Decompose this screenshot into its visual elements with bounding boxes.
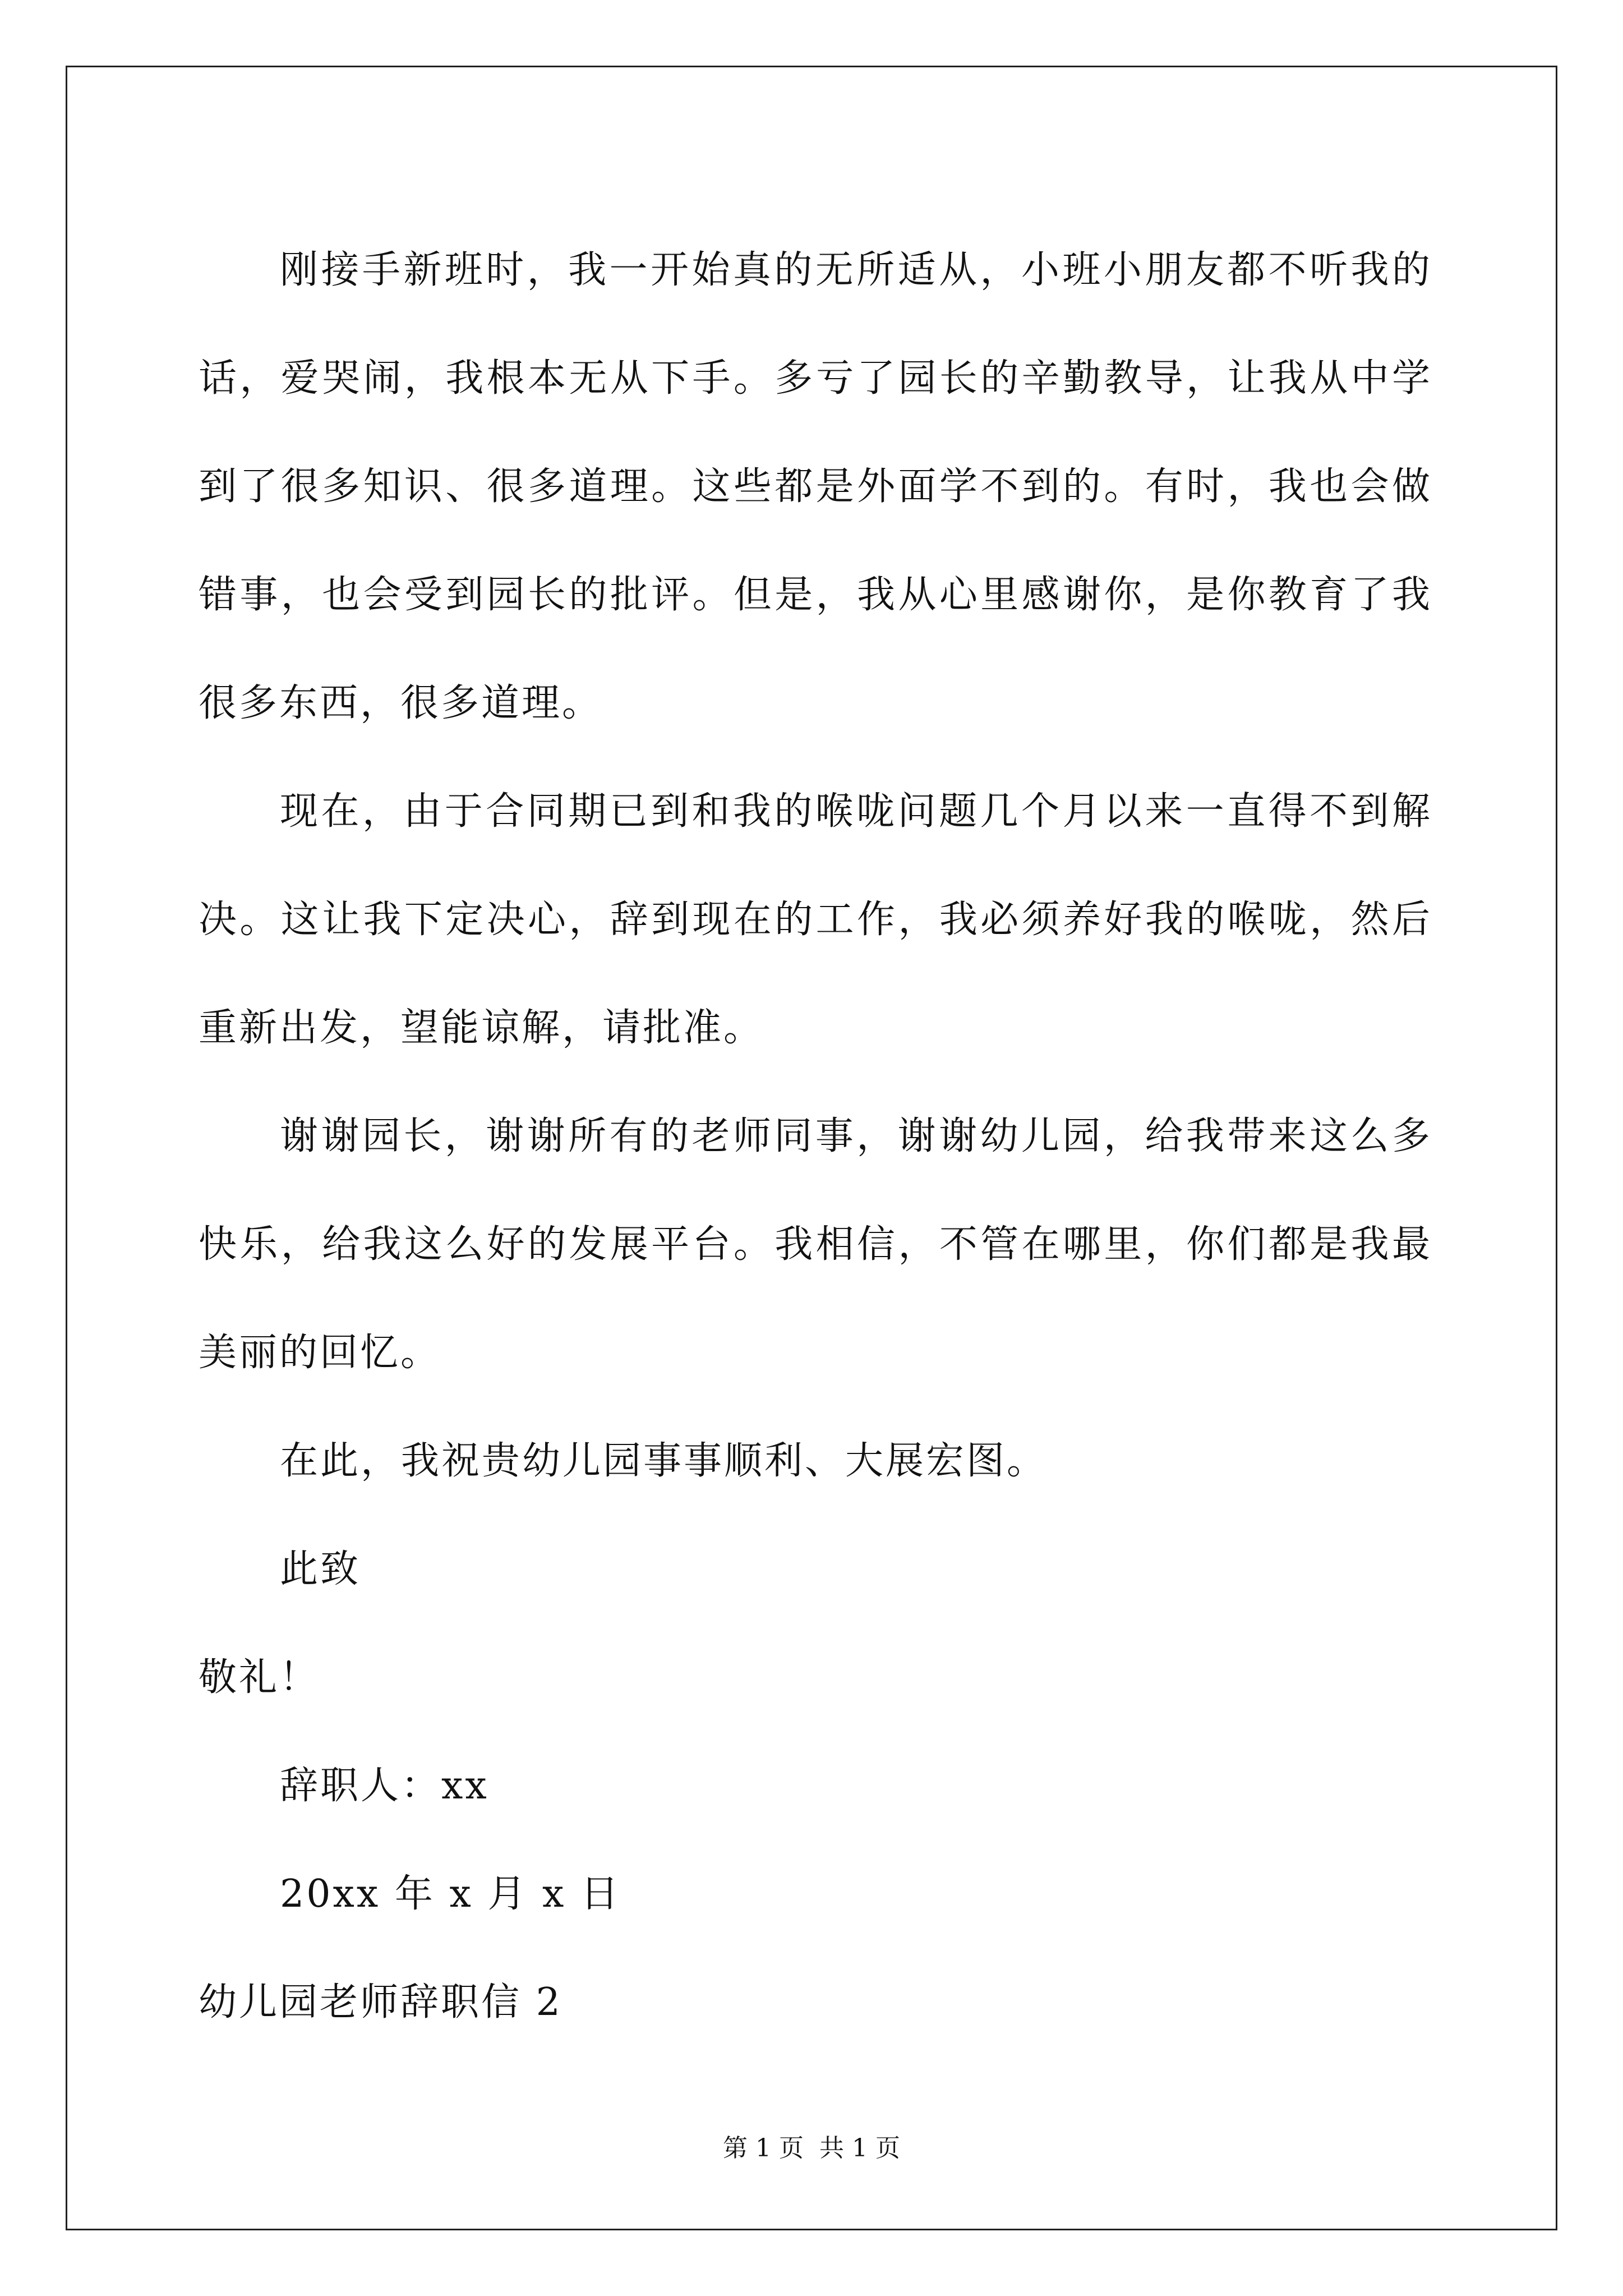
next-letter-title: 幼儿园老师辞职信 2 (199, 1980, 562, 2024)
paragraph-wishes: 在此，我祝贵幼儿园事事顺利、大展宏图。 (280, 1439, 1048, 1483)
page-footer (0, 2132, 1623, 2165)
letter-body (199, 216, 1432, 2056)
signer: 辞职人：xx (280, 1764, 489, 1808)
closing: 此致 (280, 1547, 361, 1591)
paragraph-thanks: 谢谢园长，谢谢所有的老师同事，谢谢幼儿园，给我带来这么多快乐，给我这么好的发展平台。我相信，不管在哪里，你们都是我最美丽的回忆。 (199, 1114, 1432, 1375)
page-total: 共 1 页 (819, 2134, 900, 2162)
date: 20xx 年 x 月 x 日 (280, 1872, 621, 1916)
paragraph-gratitude: 刚接手新班时，我一开始真的无所适从，小班小朋友都不听我的话，爱哭闹，我根本无从下手。多亏了园长的辛勤教导，让我从中学到了很多知识、很多道理。这些都是外面学不到的。有时，我也会做错事，也会受到园长的批评。但是，我从心里感谢你，是你教育了我很多东西，很多道理。 (199, 248, 1432, 725)
salutation: 敬礼！ (199, 1655, 320, 1700)
page-number: 第 1 页 (723, 2134, 804, 2162)
paragraph-reason: 现在，由于合同期已到和我的喉咙问题几个月以来一直得不到解决。这让我下定决心，辞到现在的工作，我必须养好我的喉咙，然后重新出发，望能谅解，请批准。 (199, 789, 1432, 1050)
